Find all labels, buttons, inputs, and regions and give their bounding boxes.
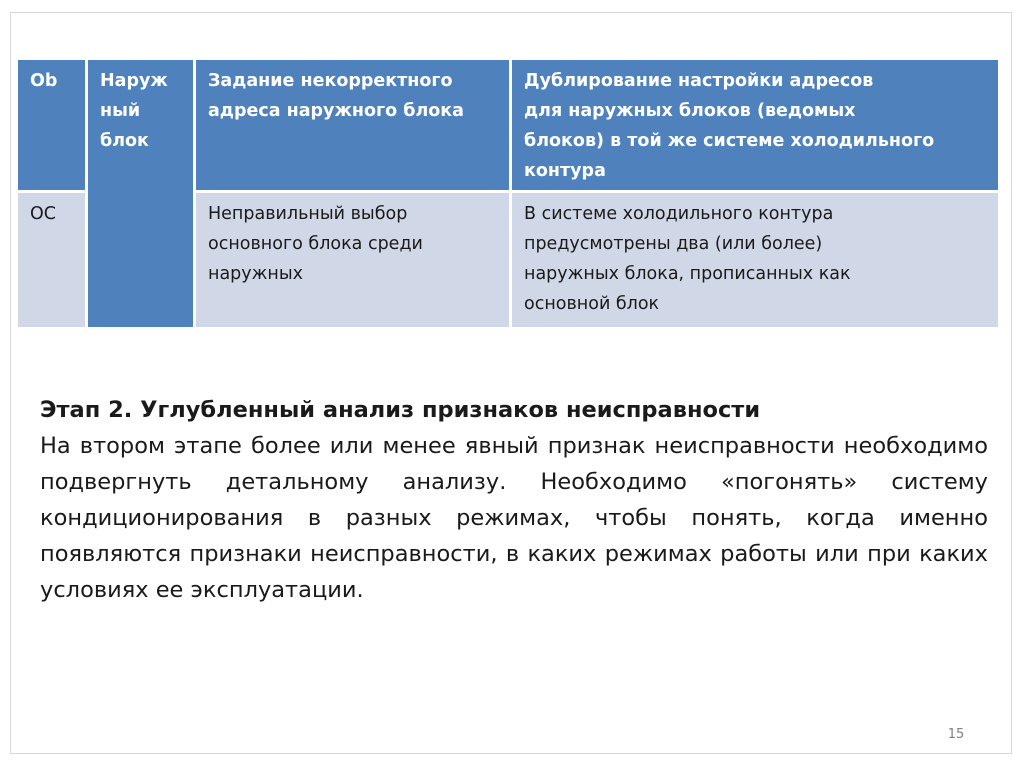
header-cell-code: Ob bbox=[18, 60, 85, 190]
row-cell-cause: Неправильный выбор основного блока среди наружных bbox=[196, 193, 509, 327]
header-cell-cause: Задание некорректного адреса наружного блока bbox=[196, 60, 509, 190]
page-number: 15 bbox=[947, 727, 965, 742]
row-cell-code: OC bbox=[18, 193, 85, 327]
row-cell-description: В системе холодильного контура предусмотрены два (или более) наружных блока, прописанных как основной блок bbox=[512, 193, 998, 327]
analysis-section bbox=[40, 392, 988, 608]
section-heading: Этап 2. Углубленный анализ признаков неисправности bbox=[40, 397, 761, 423]
header-cell-description: Дублирование настройки адресов для наружных блоков (ведомых блоков) в той же системе холодильного контура bbox=[512, 60, 998, 190]
section-paragraph: На втором этапе более или менее явный признак неисправности необходимо подвергнуть детальному анализу. Необходимо «погонять» систему кондиционирования в разных режимах, чтобы понять, когда именно появляются признаки неисправности, в каких режимах работы или при каких условиях ее эксплуатации. bbox=[40, 433, 988, 603]
header-cell-unit: Наруж ный блок bbox=[88, 60, 193, 327]
